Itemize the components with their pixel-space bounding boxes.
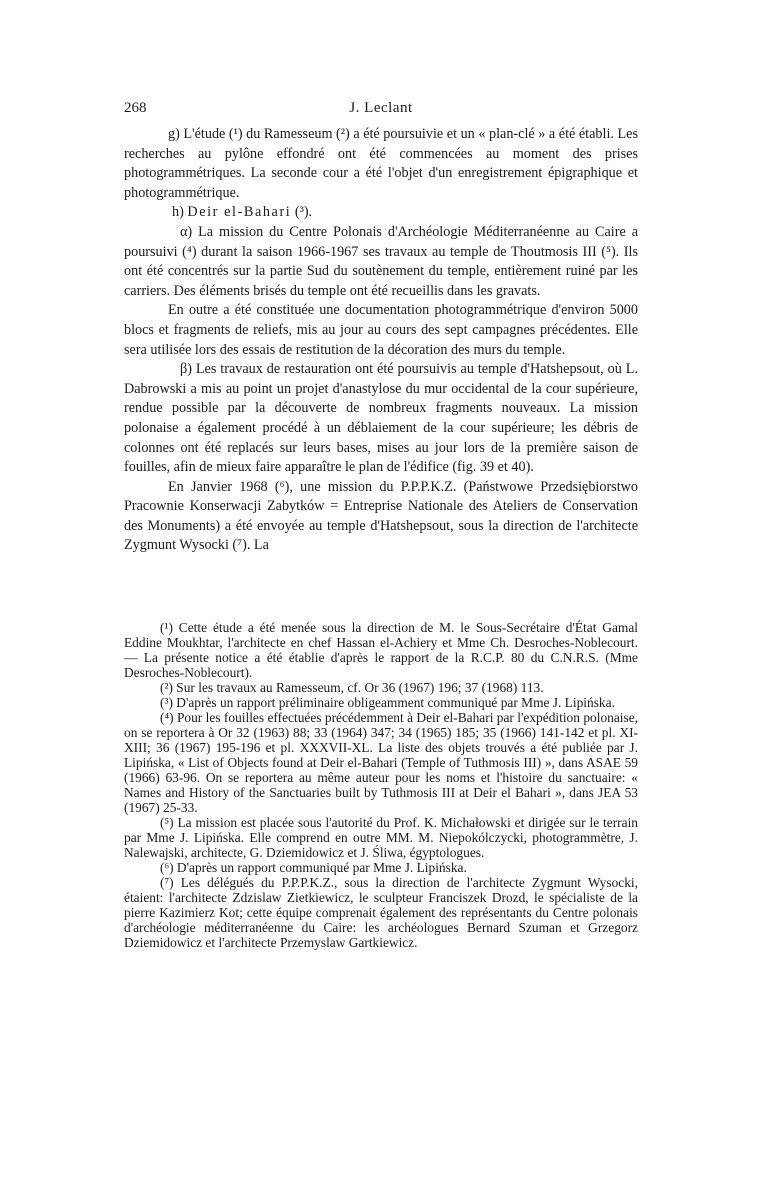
page-header <box>124 100 638 120</box>
paragraph-alpha: α) La mission du Centre Polonais d'Archéologie Méditerranéenne au Caire a poursuivi (⁴) durant la saison 1966-1967 ses travaux au temple de Thoutmosis III (⁵). Ils ont été concentrés sur la partie Sud du soutènement du temple, entièrement ruiné par les carriers. Des éléments brisés du temple ont été recueillis dans les gravats. <box>124 223 638 299</box>
footnote-6: (⁶) D'après un rapport communiqué par Mme J. Lipińska. <box>160 860 467 875</box>
footnote-5: (⁵) La mission est placée sous l'autorité du Prof. K. Michałowski et dirigée sur le terrain par Mme J. Lipińska. Elle comprend en outre MM. M. Niepokólczycki, photogrammètre, J. Nalewajski, architecte, G. Dziemidowicz et J. Śliwa, égyptologues. <box>124 815 638 860</box>
section-label: h) <box>172 204 184 221</box>
main-text <box>124 125 638 556</box>
paragraph-documentation: En outre a été constituée une documentation photogrammétrique d'environ 5000 blocs et fragments de reliefs, mis au jour au cours des sept campagnes précédentes. Elle sera utilisée lors des essais de restitution de la décoration des murs du temple. <box>124 302 638 358</box>
paragraph-ramesseum: g) L'étude (¹) du Ramesseum (²) a été poursuivie et un « plan-clé » a été établi. Les recherches au pylône effondré ont été commencées au moment des prises photogrammétriques. La seconde cour a été l'objet d'un enregistrement épigraphique et photogrammétrique. <box>124 126 638 201</box>
footnote-4: (⁴) Pour les fouilles effectuées précédemment à Deir el-Bahari par l'expédition polonaise, on se reportera à Or 32 (1963) 88; 33 (1964) 347; 34 (1965) 185; 35 (1966) 141-142 et pl. XI-XIII; 36 (1967) 195-196 et pl. XXXVII-XL. La liste des objets trouvés a été publiée par J. Lipińska, « List of Objects found at Deir el-Bahari (Temple of Tuthmosis III) », dans ASAE 59 (1966) 63-96. On se reportera au même auteur pour les noms et l'histoire du sanctuaire: « Names and History of the Sanctuaries built by Tuthmosis III at Deir el Bahari », dans JEA 53 (1967) 25-33. <box>124 710 638 815</box>
footnote-7: (⁷) Les délégués du P.P.P.K.Z., sous la direction de l'architecte Zygmunt Wysocki, étaient: l'architecte Zdzislaw Zietkiewicz, le sculpteur Franciszek Drozd, le spécialiste de la pierre Kazimierz Kot; cette équipe comprenait également des représentants du Centre polonais d'archéologie méditerranéenne du Caire: les archéologues Bernard Szuman et Grzegorz Dziemidowicz et l'architecte Przemyslaw Gartkiewicz. <box>124 875 638 950</box>
paragraph-beta: β) Les travaux de restauration ont été poursuivis au temple d'Hatshepsout, où L. Dabrowski a mis au point un projet d'anastylose du mur occidental de la cour supérieure, rendue possible par la découverte de nombreux fragments nouveaux. La mission polonaise a également procédé à un déblaiement de la cour supérieure; les débris de colonnes ont été replacés sur leurs bases, mises au jour lors de la première saison de fouilles, afin de mieux faire apparaître le plan de l'édifice (fig. 39 et 40). <box>124 361 638 476</box>
footnote-2: (²) Sur les travaux au Ramesseum, cf. Or 36 (1967) 196; 37 (1968) 113. <box>160 680 544 695</box>
footnotes <box>124 620 638 950</box>
running-title: J. Leclant <box>349 100 413 116</box>
section-title: Deir el-Bahari <box>187 204 292 221</box>
section-note-ref: (³). <box>294 204 313 221</box>
section-heading-deir-el-bahari <box>124 203 638 223</box>
footnote-1: (¹) Cette étude a été menée sous la direction de M. le Sous-Secrétaire d'État Gamal Eddine Moukhtar, l'architecte en chef Hassan el-Achiery et Mme Ch. Desroches-Noblecourt. — La présente notice a été établie d'après le rapport de la R.C.P. 80 du C.N.R.S. (Mme Desroches-Noblecourt). <box>124 620 638 680</box>
footnote-3: (³) D'après un rapport préliminaire obligeamment communiqué par Mme J. Lipińska. <box>160 695 615 710</box>
paragraph-ppppkz: En Janvier 1968 (⁶), une mission du P.P.P.K.Z. (Państwowe Przedsiębiorstwo Pracownie Konserwacji Zabytków = Entreprise Nationale des Ateliers de Conservation des Monuments) a été envoyée au temple d'Hatshepsout, sous la direction de l'architecte Zygmunt Wysocki (⁷). La <box>124 478 638 554</box>
page-number: 268 <box>124 100 147 116</box>
